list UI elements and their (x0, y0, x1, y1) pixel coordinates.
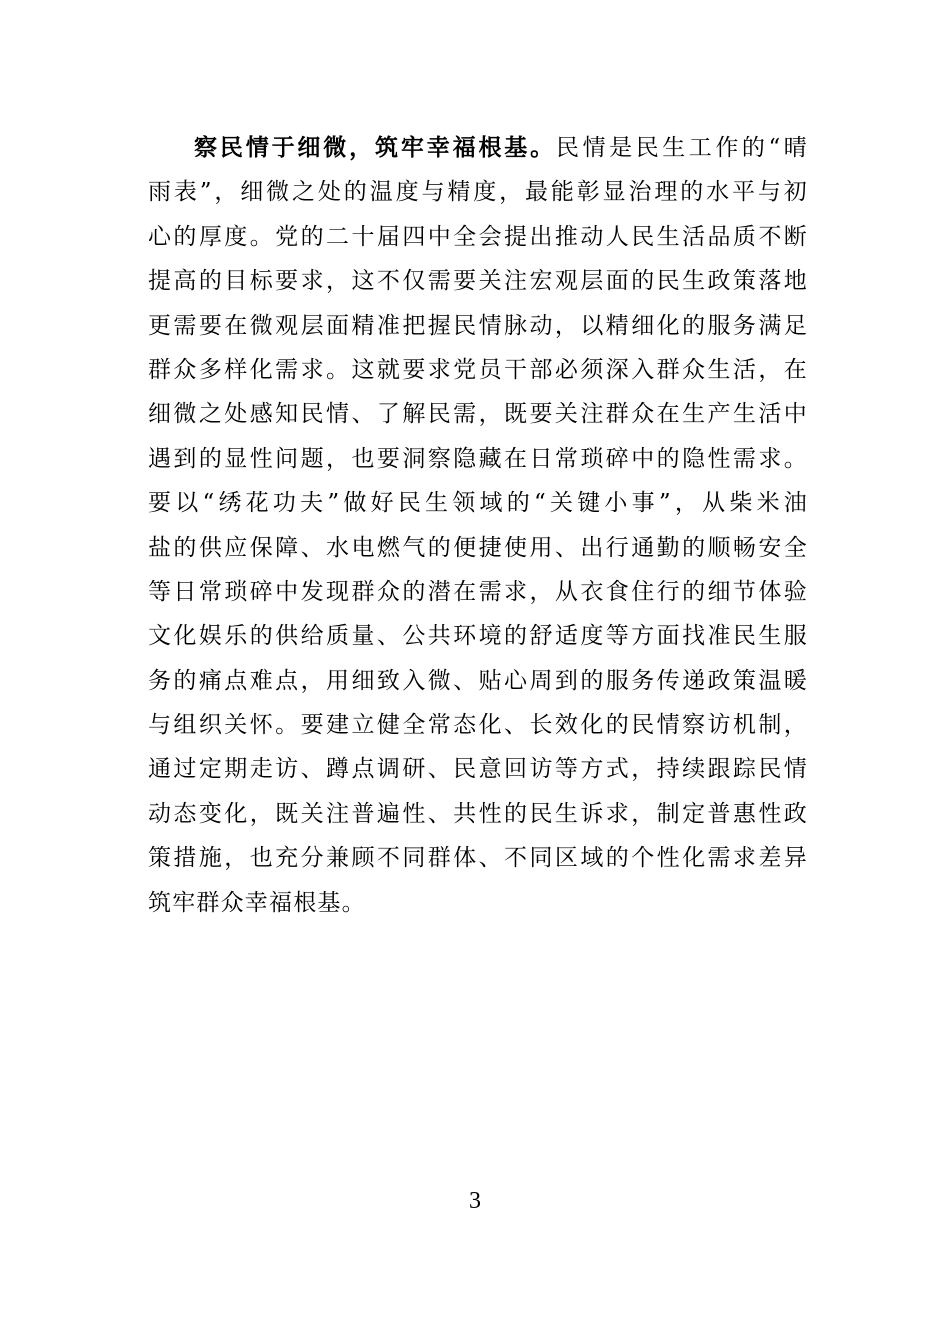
paragraph-lead-heading: 察民情于细微，筑牢幸福根基。 (194, 135, 557, 161)
paragraph-line: 群众多样化需求。这就要求党员干部必须深入群众生活，在 (148, 356, 808, 383)
body-paragraph (148, 126, 808, 925)
paragraph-line: 与组织关怀。要建立健全常态化、长效化的民情察访机制， (148, 712, 808, 739)
paragraph-line: 等日常琐碎中发现群众的潜在需求，从衣食住行的细节体验 (148, 578, 808, 605)
paragraph-line: 动态变化，既关注普遍性、共性的民生诉求，制定普惠性政 (148, 800, 808, 827)
paragraph-line: 细微之处感知民情、了解民需，既要关注群众在生产生活中 (148, 401, 808, 428)
paragraph-line: 盐的供应保障、水电燃气的便捷使用、出行通勤的顺畅安全 (148, 534, 808, 561)
paragraph-last-line: 筑牢群众幸福根基。 (148, 889, 366, 916)
paragraph-line-text: 民情是民生工作的“晴 (556, 135, 808, 161)
paragraph-line: 策措施，也充分兼顾不同群体、不同区域的个性化需求差异 (148, 845, 808, 872)
paragraph-line: 更需要在微观层面精准把握民情脉动，以精细化的服务满足 (148, 312, 808, 339)
paragraph-line: 务的痛点难点，用细致入微、贴心周到的服务传递政策温暖 (148, 667, 808, 694)
paragraph-line: 提高的目标要求，这不仅需要关注宏观层面的民生政策落地 (148, 268, 808, 295)
paragraph-first-line (148, 126, 808, 170)
page-number: 3 (469, 1188, 481, 1214)
paragraph-line: 遇到的显性问题，也要洞察隐藏在日常琐碎中的隐性需求。 (148, 445, 808, 472)
paragraph-line: 文化娱乐的供给质量、公共环境的舒适度等方面找准民生服 (148, 623, 808, 650)
paragraph-line: 心的厚度。党的二十届四中全会提出推动人民生活品质不断 (148, 223, 808, 250)
paragraph-line: 通过定期走访、蹲点调研、民意回访等方式，持续跟踪民情 (148, 756, 808, 783)
paragraph-line: 要以“绣花功夫”做好民生领域的“关键小事”，从柴米油 (148, 490, 808, 517)
paragraph-line: 雨表”，细微之处的温度与精度，最能彰显治理的水平与初 (148, 179, 808, 206)
